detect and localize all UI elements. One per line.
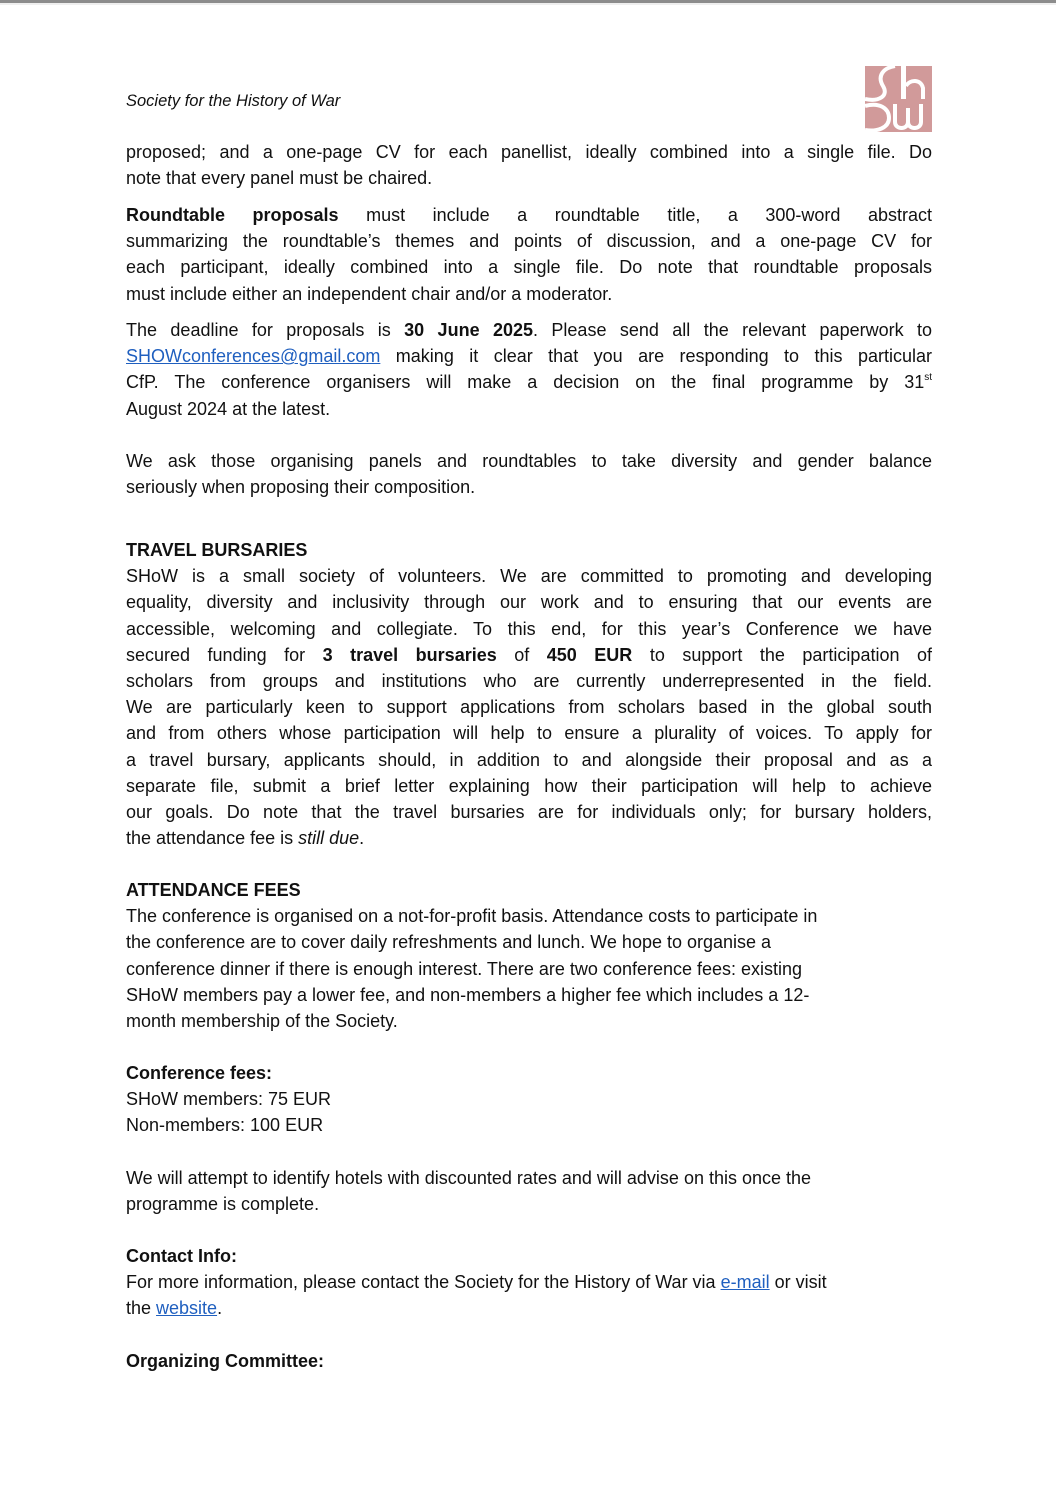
header-society-name: Society for the History of War [126, 92, 341, 110]
contact-info-section [126, 1243, 932, 1322]
panel-proposals-paragraph [126, 139, 932, 191]
deadline-date: 30 June 2025 [404, 320, 534, 340]
text-line: scholars from groups and institutions who are currently underrepresented in the field. [126, 670, 932, 691]
show-logo-icon [865, 66, 932, 132]
text-line: accessible, welcoming and collegiate. To this end, for this year’s Conference we have [126, 618, 932, 639]
text-line: SHoW is a small society of volunteers. We are committed to promoting and developing [126, 566, 932, 587]
email-link[interactable]: e-mail [720, 1272, 770, 1293]
text-line: Roundtable proposals must include a roundtable title, a 300-word abstract [126, 205, 932, 225]
text-line: proposed; and a one-page CV for each panellist, ideally combined into a single file. Do [126, 142, 932, 162]
text-line: CfP. The conference organisers will make a decision on the final programme by 31st [126, 372, 932, 393]
text-line: our goals. Do note that the travel bursaries are for individuals only; for bursary holders, [126, 801, 932, 822]
text-line: must include either an independent chair and/or a moderator. [126, 283, 613, 304]
text-line: the conference are to cover daily refreshments and lunch. We hope to organise a [126, 932, 772, 953]
viewer-top-border-shadow [0, 3, 1056, 5]
roundtable-proposals-paragraph [126, 202, 932, 307]
text-line: equality, diversity and inclusivity through our work and to ensuring that our events are [126, 592, 932, 613]
text-line: secured funding for 3 travel bursaries of 450 EUR to support the participation of [126, 644, 932, 665]
text-line: and from others whose participation will help to ensure a plurality of voices. To apply for [126, 723, 932, 744]
text-line: August 2024 at the latest. [126, 398, 331, 419]
text-line: the website. [126, 1298, 223, 1319]
hotels-paragraph [126, 1165, 932, 1217]
text-line: We are particularly keen to support applications from scholars based in the global south [126, 697, 932, 718]
text-line: We will attempt to identify hotels with discounted rates and will advise on this once the [126, 1168, 812, 1188]
section-heading-travel-bursaries: TRAVEL BURSARIES [126, 540, 308, 560]
fee-item-non-members: Non-members: 100 EUR [126, 1115, 324, 1136]
text-line: SHOWconferences@gmail.com making it clear that you are responding to this particular [126, 346, 932, 367]
text-line: programme is complete. [126, 1194, 320, 1215]
organizing-committee-section [126, 1348, 932, 1374]
text-line: The conference is organised on a not-for-profit basis. Attendance costs to participate in [126, 906, 818, 927]
text-line: summarizing the roundtable’s themes and points of discussion, and a one-page CV for [126, 231, 932, 252]
roundtable-proposals-label: Roundtable proposals [126, 205, 339, 225]
section-heading-contact-info: Contact Info: [126, 1246, 237, 1266]
section-heading-organizing-committee: Organizing Committee: [126, 1351, 325, 1371]
conference-fees-section [126, 1060, 932, 1139]
text-line: month membership of the Society. [126, 1011, 398, 1032]
text-line: separate file, submit a brief letter explaining how their participation will help to achieve [126, 775, 932, 796]
deadline-paragraph [126, 317, 932, 422]
text-line: SHoW members pay a lower fee, and non-members a higher fee which includes a 12- [126, 984, 810, 1005]
attendance-fees-section [126, 877, 932, 1034]
fee-item-members: SHoW members: 75 EUR [126, 1089, 332, 1110]
text-line: We ask those organising panels and roundtables to take diversity and gender balance [126, 451, 932, 471]
section-heading-attendance-fees: ATTENDANCE FEES [126, 880, 301, 900]
website-link[interactable]: website [156, 1298, 218, 1319]
text-line: the attendance fee is still due. [126, 828, 365, 849]
section-heading-conference-fees: Conference fees: [126, 1063, 273, 1083]
diversity-paragraph [126, 448, 932, 500]
text-line: The deadline for proposals is 30 June 2025. Please send all the relevant paperwork to [126, 320, 932, 340]
bursary-count: 3 travel bursaries [322, 644, 497, 665]
bursary-amount: 450 EUR [546, 644, 633, 665]
travel-bursaries-section [126, 537, 932, 851]
text-line: each participant, ideally combined into a single file. Do note that roundtable proposals [126, 257, 932, 278]
email-link-showconferences[interactable]: SHOWconferences@gmail.com [126, 346, 381, 367]
text-line: note that every panel must be chaired. [126, 168, 433, 189]
text-line: a travel bursary, applicants should, in addition to and alongside their proposal and as a [126, 749, 932, 770]
text-line: For more information, please contact the Society for the History of War via e-mail or visit [126, 1272, 827, 1293]
text-line: seriously when proposing their composition. [126, 477, 476, 498]
text-line: conference dinner if there is enough interest. There are two conference fees: existing [126, 958, 803, 979]
